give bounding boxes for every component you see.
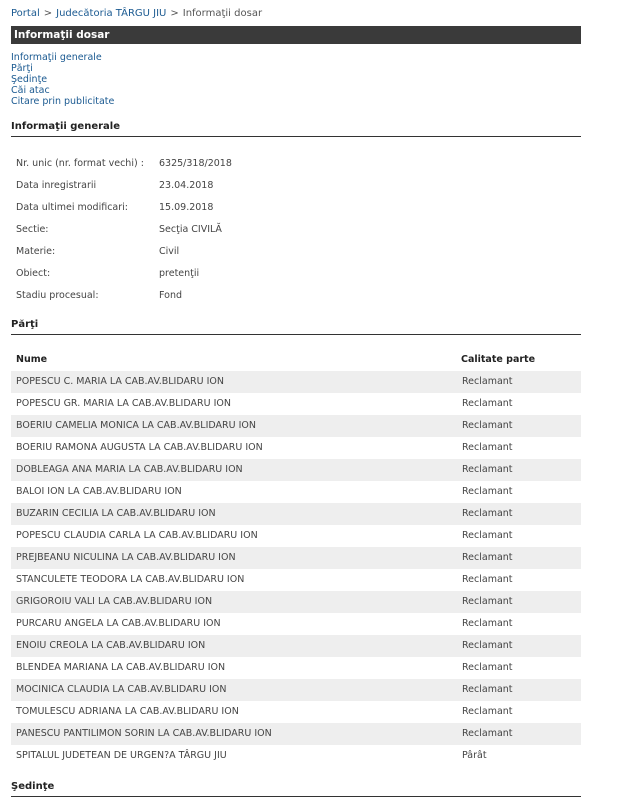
table-row <box>11 393 581 415</box>
table-row <box>11 481 581 503</box>
party-role: Reclamant <box>462 574 513 585</box>
table-row <box>11 635 581 657</box>
breadcrumb-current: Informaţii dosar <box>182 8 263 19</box>
party-name: BOERIU RAMONA AUGUSTA LA CAB.AV.BLIDARU ION <box>16 442 263 453</box>
info-row <box>16 284 232 306</box>
party-name: DOBLEAGA ANA MARIA LA CAB.AV.BLIDARU ION <box>16 464 243 475</box>
info-value: pretenţii <box>159 267 200 279</box>
table-row <box>11 459 581 481</box>
party-name: PANESCU PANTILIMON SORIN LA CAB.AV.BLIDARU ION <box>16 728 272 739</box>
section-nav <box>11 52 114 107</box>
column-header-nume: Nume <box>16 354 48 365</box>
info-label: Data inregistrarii <box>16 179 97 191</box>
breadcrumb <box>11 8 262 19</box>
party-name: MOCINICA CLAUDIA LA CAB.AV.BLIDARU ION <box>16 684 227 695</box>
party-role: Reclamant <box>462 486 513 497</box>
table-row <box>11 525 581 547</box>
table-row <box>11 503 581 525</box>
table-row <box>11 613 581 635</box>
party-name: PURCARU ANGELA LA CAB.AV.BLIDARU ION <box>16 618 221 629</box>
column-header-calitate: Calitate parte <box>461 354 536 365</box>
party-name: ENOIU CREOLA LA CAB.AV.BLIDARU ION <box>16 640 206 651</box>
table-row <box>11 415 581 437</box>
party-role: Reclamant <box>462 684 513 695</box>
nav-link-parti[interactable]: Părţi <box>11 63 33 74</box>
party-name: POPESCU CLAUDIA CARLA LA CAB.AV.BLIDARU ION <box>16 530 258 541</box>
party-role: Reclamant <box>462 662 513 673</box>
party-name: PREJBEANU NICULINA LA CAB.AV.BLIDARU ION <box>16 552 236 563</box>
table-row <box>11 591 581 613</box>
table-row <box>11 657 581 679</box>
table-row <box>11 679 581 701</box>
info-label: Nr. unic (nr. format vechi) : <box>16 157 144 169</box>
section-heading-informatii-generale: Informaţii generale <box>11 121 581 137</box>
party-name: POPESCU GR. MARIA LA CAB.AV.BLIDARU ION <box>16 398 231 409</box>
breadcrumb-court-link[interactable]: Judecătoria TÂRGU JIU <box>56 8 167 19</box>
party-role: Reclamant <box>462 508 513 519</box>
breadcrumb-separator: > <box>170 8 179 19</box>
party-role: Reclamant <box>462 640 513 651</box>
info-label: Data ultimei modificari: <box>16 201 128 213</box>
party-name: SPITALUL JUDETEAN DE URGEN?A TÂRGU JIU <box>16 750 227 761</box>
info-label: Obiect: <box>16 267 51 279</box>
party-name: BOERIU CAMELIA MONICA LA CAB.AV.BLIDARU ION <box>16 420 256 431</box>
nav-link-citare-publicitate[interactable]: Citare prin publicitate <box>11 96 115 107</box>
party-name: GRIGOROIU VALI LA CAB.AV.BLIDARU ION <box>16 596 213 607</box>
table-row <box>11 569 581 591</box>
nav-link-sedinte[interactable]: Şedinţe <box>11 74 48 85</box>
info-row <box>16 196 232 218</box>
party-role: Reclamant <box>462 442 513 453</box>
party-name: BALOI ION LA CAB.AV.BLIDARU ION <box>16 486 182 497</box>
info-label: Stadiu procesual: <box>16 289 99 301</box>
party-role: Reclamant <box>462 376 513 387</box>
party-role: Reclamant <box>462 552 513 563</box>
info-row <box>16 240 232 262</box>
party-name: BLENDEA MARIANA LA CAB.AV.BLIDARU ION <box>16 662 226 673</box>
party-name: STANCULETE TEODORA LA CAB.AV.BLIDARU ION <box>16 574 245 585</box>
party-role: Reclamant <box>462 464 513 475</box>
info-value: 15.09.2018 <box>159 201 214 213</box>
info-value: Fond <box>159 289 182 301</box>
party-role: Reclamant <box>462 728 513 739</box>
nav-link-cai-atac[interactable]: Căi atac <box>11 85 50 96</box>
party-role: Reclamant <box>462 706 513 717</box>
party-role: Reclamant <box>462 420 513 431</box>
info-row <box>16 174 232 196</box>
party-role: Reclamant <box>462 398 513 409</box>
info-label: Sectie: <box>16 223 49 235</box>
party-name: BUZARIN CECILIA LA CAB.AV.BLIDARU ION <box>16 508 216 519</box>
table-row <box>11 437 581 459</box>
section-heading-sedinte: Şedinţe <box>11 781 581 797</box>
info-row <box>16 218 232 240</box>
parti-table <box>11 371 581 767</box>
party-role: Reclamant <box>462 530 513 541</box>
section-heading-parti: Părţi <box>11 319 581 335</box>
party-name: POPESCU C. MARIA LA CAB.AV.BLIDARU ION <box>16 376 224 387</box>
breadcrumb-portal-link[interactable]: Portal <box>11 8 40 19</box>
info-row <box>16 262 232 284</box>
page-title: Informaţii dosar <box>11 26 581 44</box>
table-row <box>11 371 581 393</box>
info-value: 6325/318/2018 <box>159 157 232 169</box>
nav-link-informatii-generale[interactable]: Informaţii generale <box>11 52 102 63</box>
general-info-table <box>16 152 232 306</box>
table-row <box>11 723 581 745</box>
party-role: Reclamant <box>462 618 513 629</box>
info-row <box>16 152 232 174</box>
info-value: Secţia CIVILĂ <box>159 223 222 235</box>
table-row <box>11 701 581 723</box>
party-name: TOMULESCU ADRIANA LA CAB.AV.BLIDARU ION <box>16 706 239 717</box>
party-role: Pârât <box>462 750 487 761</box>
info-value: Civil <box>159 245 180 257</box>
parti-table-header <box>11 350 581 368</box>
party-role: Reclamant <box>462 596 513 607</box>
table-row <box>11 547 581 569</box>
breadcrumb-separator: > <box>43 8 53 19</box>
table-row <box>11 745 581 767</box>
info-label: Materie: <box>16 245 56 257</box>
info-value: 23.04.2018 <box>159 179 214 191</box>
